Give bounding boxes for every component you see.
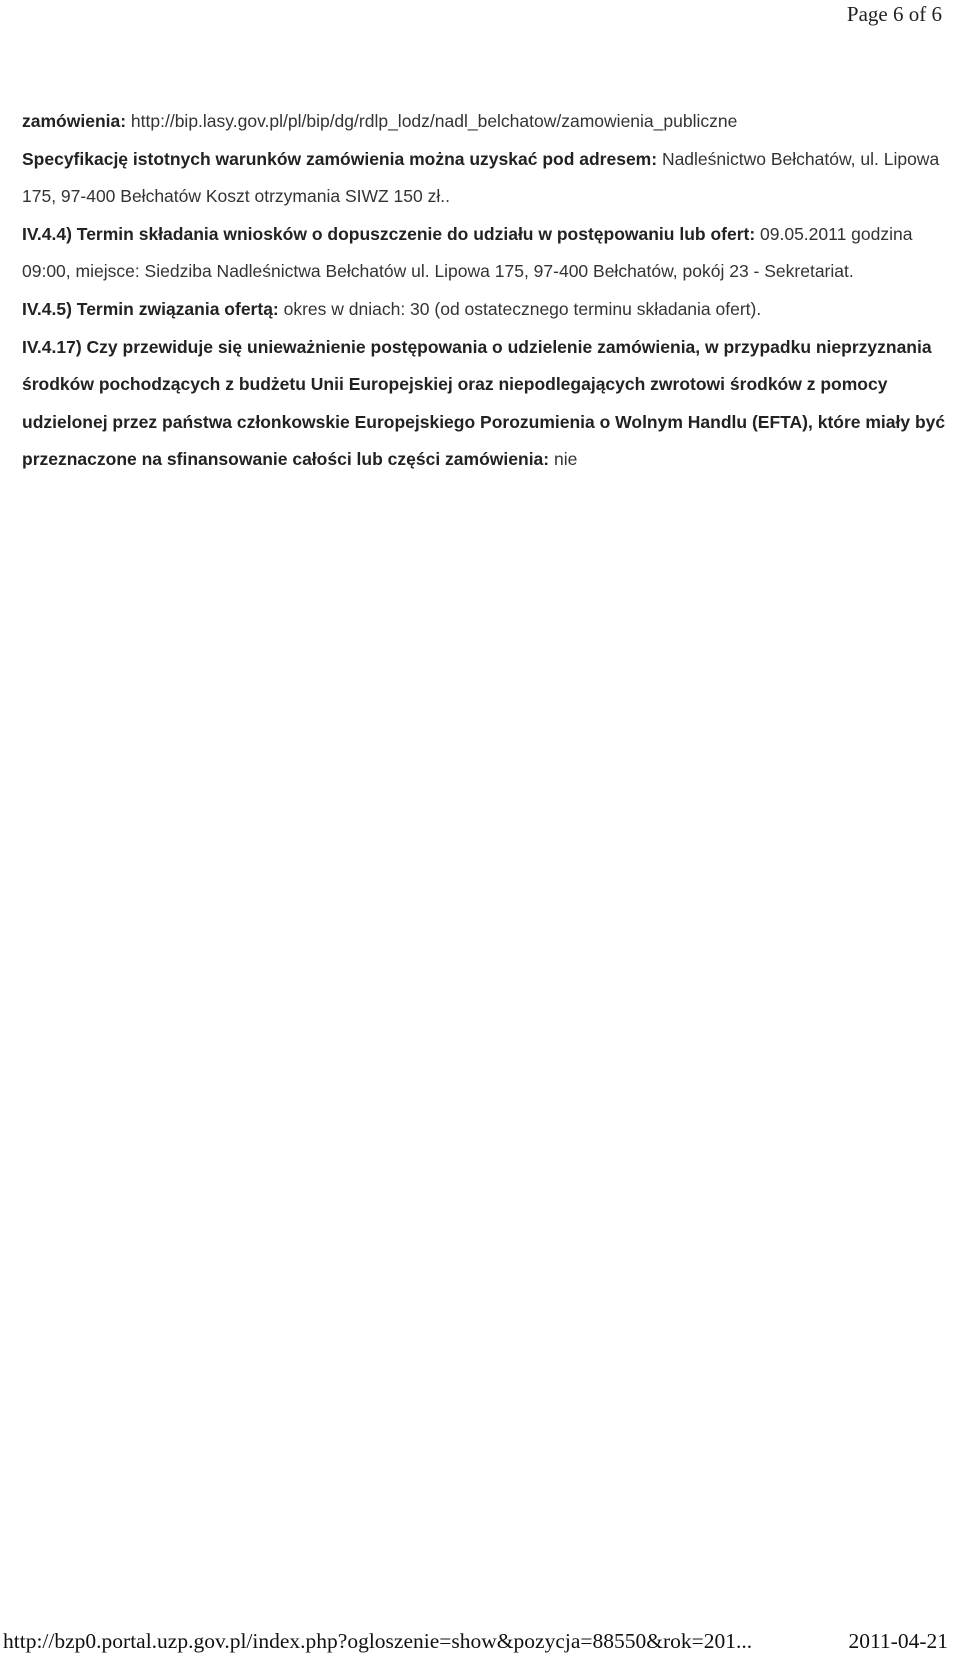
paragraph-text: okres w dniach: 30 (od ostatecznego terminu składania ofert). [278, 298, 762, 319]
paragraph-label: IV.4.5) Termin związania ofertą: [22, 298, 279, 319]
paragraph-cancellation-clause [22, 329, 950, 479]
paragraph-specification [22, 141, 950, 216]
footer-url: http://bzp0.portal.uzp.gov.pl/index.php?ogloszenie=show&pozycja=88550&rok=201... [3, 1629, 753, 1653]
paragraph-text: 09.05.2011 godzina 09:00, miejsce: Siedziba Nadleśnictwa Bełchatów ul. Lipowa 175, 97-400 Bełchatów, pokój 23 - Sekretariat. [22, 223, 913, 282]
footer-date: 2011-04-21 [848, 1629, 948, 1653]
document-body [22, 103, 950, 479]
paragraph-text: http://bip.lasy.gov.pl/pl/bip/dg/rdlp_lodz/nadl_belchatow/zamowienia_publiczne [126, 111, 738, 131]
page-footer [3, 1628, 948, 1654]
page-number-header: Page 6 of 6 [846, 2, 942, 26]
paragraph-label: zamówienia: [22, 111, 127, 131]
paragraph-text: nie [549, 449, 578, 470]
paragraph-offer-binding-period [22, 291, 950, 329]
paragraph-text: Nadleśnictwo Bełchatów, ul. Lipowa 175, 97-400 Bełchatów Koszt otrzymania SIWZ 150 zł.. [22, 148, 940, 207]
paragraph-label: IV.4.4) Termin składania wniosków o dopuszczenie do udziału w postępowaniu lub ofert: [22, 223, 756, 244]
paragraph-submission-deadline [22, 216, 950, 291]
paragraph-label: IV.4.17) Czy przewiduje się unieważnienie postępowania o udzielenie zamówienia, w przypadku nieprzyznania środków pochodzących z budżetu Unii Europejskiej oraz niepodlegających zwrotowi środków z pomocy udzielonej przez państwa członkowskie Europejskiego Porozumienia o Wolnym Handlu (EFTA), które miały być przeznaczone na sfinansowanie całości lub części zamówienia: [22, 336, 946, 470]
paragraph-label: Specyfikację istotnych warunków zamówienia można uzyskać pod adresem: [22, 148, 658, 169]
paragraph-ordering-url [22, 103, 950, 141]
